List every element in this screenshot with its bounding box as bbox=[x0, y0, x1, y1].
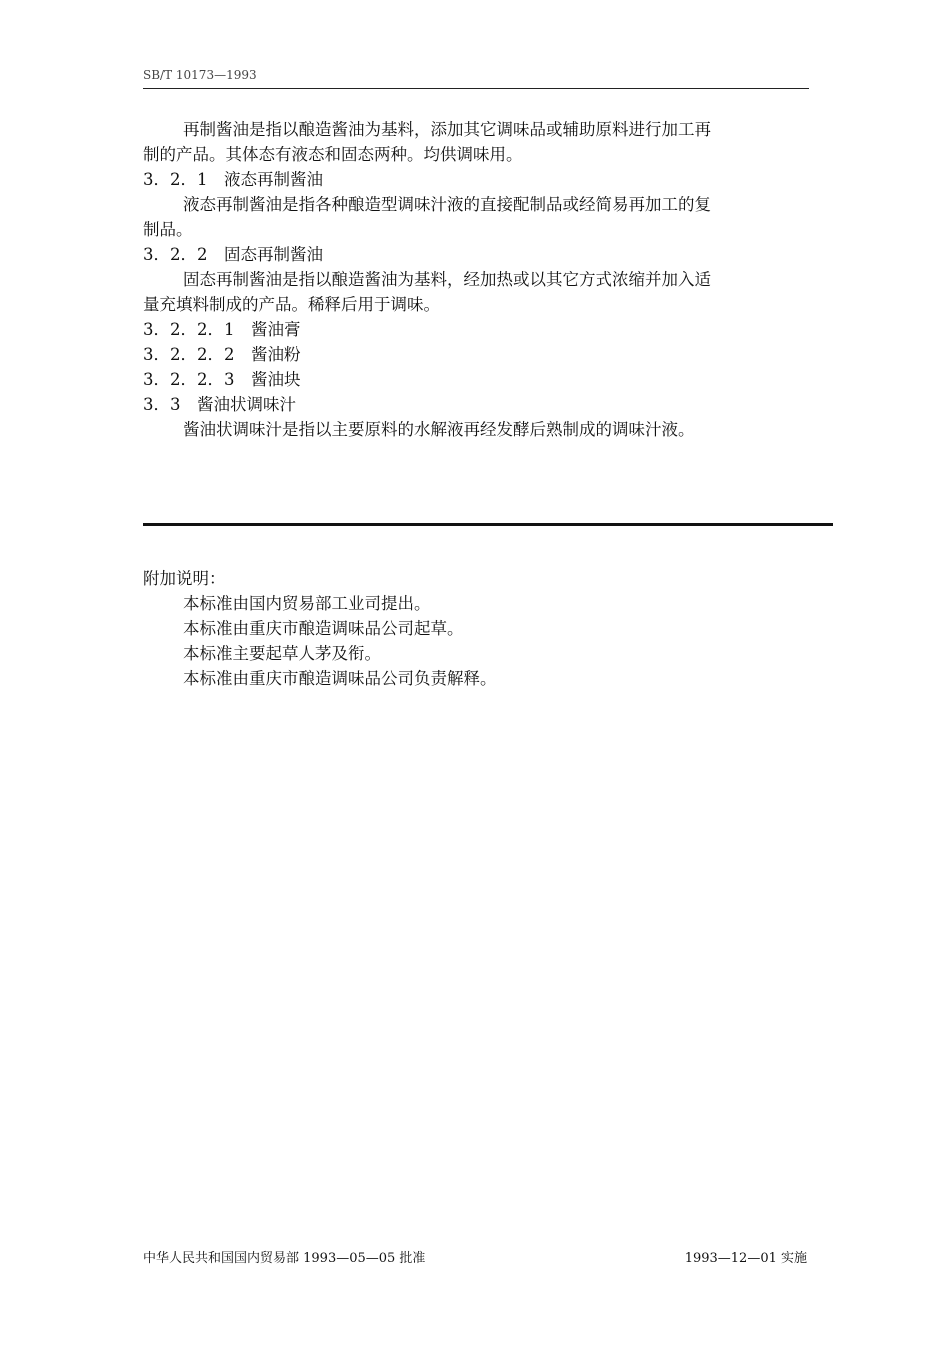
section-heading: 3．2．2．3 酱油块 bbox=[143, 370, 301, 389]
section-heading: 3．2．2．1 酱油膏 bbox=[143, 320, 301, 339]
paragraph-line: 酱油状调味汁是指以主要原料的水解液再经发酵后熟制成的调味汁液。 bbox=[183, 420, 695, 439]
effective-date: 1993—12—01 实施 bbox=[684, 1251, 807, 1266]
paragraph-line: 再制酱油是指以酿造酱油为基料，添加其它调味品或辅助原料进行加工再 bbox=[183, 120, 711, 139]
paragraph-line: 量充填料制成的产品。稀释后用于调味。 bbox=[143, 295, 440, 314]
notes-title: 附加说明： bbox=[143, 569, 226, 588]
section-divider bbox=[143, 523, 833, 526]
paragraph-line: 制品。 bbox=[143, 220, 193, 239]
approval-note: 中华人民共和国国内贸易部 1993—05—05 批准 bbox=[143, 1251, 426, 1266]
note-item: 本标准由重庆市酿造调味品公司起草。 bbox=[183, 619, 464, 638]
section-heading: 3．2．1 液态再制酱油 bbox=[143, 170, 323, 189]
header-rule bbox=[143, 88, 809, 89]
section-heading: 3．2．2．2 酱油粉 bbox=[143, 345, 301, 364]
paragraph-line: 制的产品。其体态有液态和固态两种。均供调味用。 bbox=[143, 145, 523, 164]
section-heading: 3．3 酱油状调味汁 bbox=[143, 395, 296, 414]
section-heading: 3．2．2 固态再制酱油 bbox=[143, 245, 323, 264]
note-item: 本标准由国内贸易部工业司提出。 bbox=[183, 594, 431, 613]
paragraph-line: 固态再制酱油是指以酿造酱油为基料，经加热或以其它方式浓缩并加入适 bbox=[183, 270, 711, 289]
note-item: 本标准主要起草人茅及衔。 bbox=[183, 644, 381, 663]
document-code: SB/T 10173—1993 bbox=[143, 68, 257, 82]
paragraph-line: 液态再制酱油是指各种酿造型调味汁液的直接配制品或经简易再加工的复 bbox=[183, 195, 711, 214]
note-item: 本标准由重庆市酿造调味品公司负责解释。 bbox=[183, 669, 497, 688]
